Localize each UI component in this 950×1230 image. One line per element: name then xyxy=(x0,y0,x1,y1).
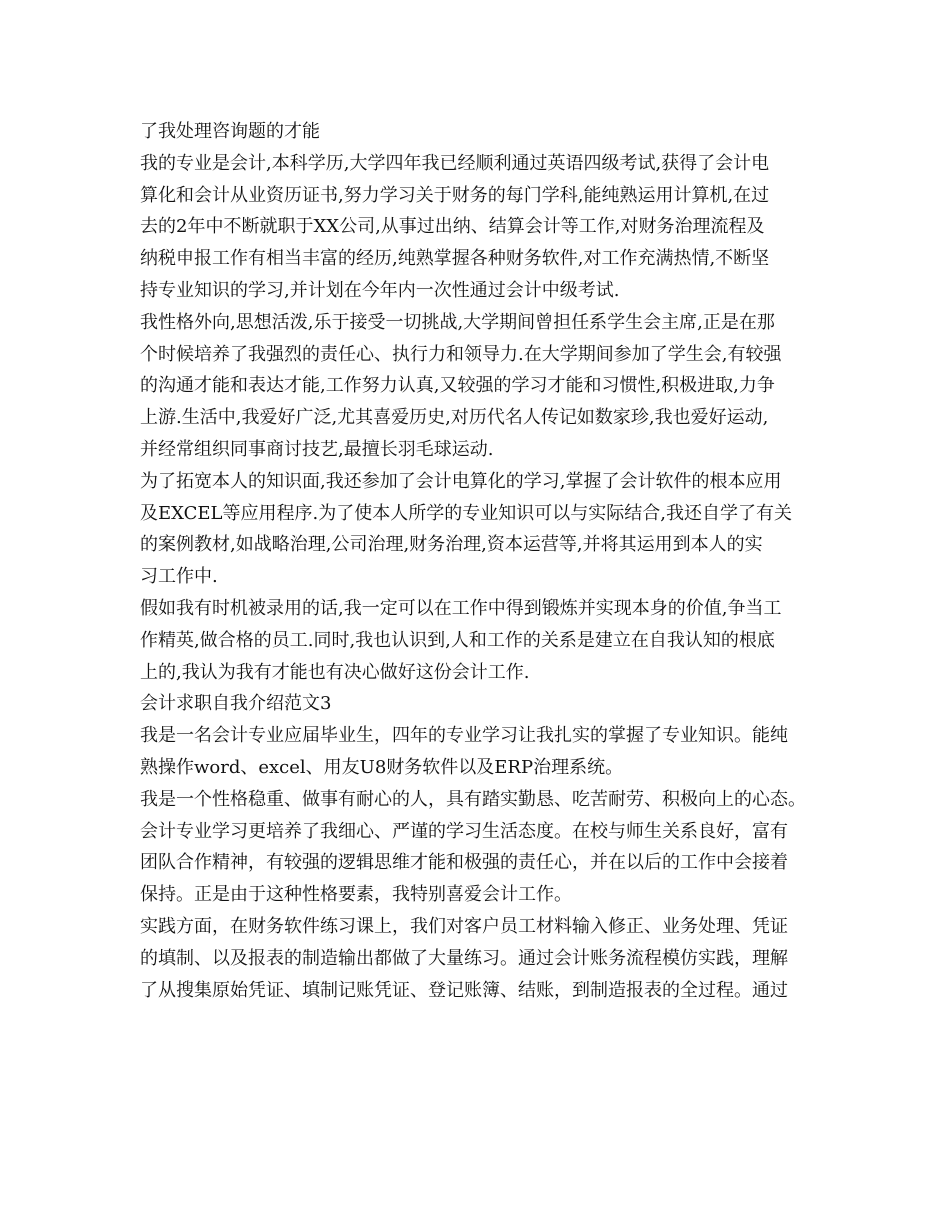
text-line: 习工作中. xyxy=(140,566,218,588)
text-line: 及EXCEL等应用程序.为了使本人所学的专业知识可以与实际结合,我还自学了有关 xyxy=(140,502,792,524)
text-line: 个时候培养了我强烈的责任心、执行力和领导力.在大学期间参加了学生会,有较强 xyxy=(140,343,782,365)
text-line: 了从搜集原始凭证、填制记账凭证、登记账簿、结账，到制造报表的全过程。通过 xyxy=(140,979,788,1001)
text-line: 保持。正是由于这种性格要素，我特别喜爱会计工作。 xyxy=(140,884,572,906)
text-line: 会计专业学习更培养了我细心、严谨的学习生活态度。在校与师生关系良好，富有 xyxy=(140,820,788,842)
text-line: 假如我有时机被录用的话,我一定可以在工作中得到锻炼并实现本身的价值,争当工 xyxy=(140,597,782,619)
section-heading: 会计求职自我介绍范文3 xyxy=(140,693,332,715)
text-line: 的填制、以及报表的制造输出都做了大量练习。通过会计账务流程模仿实践，理解 xyxy=(140,947,788,969)
text-line: 持专业知识的学习,并计划在今年内一次性通过会计中级考试. xyxy=(140,279,620,301)
text-line: 纳税申报工作有相当丰富的经历,纯熟掌握各种财务软件,对工作充满热情,不断坚 xyxy=(140,248,770,270)
text-line: 我是一名会计专业应届毕业生，四年的专业学习让我扎实的掌握了专业知识。能纯 xyxy=(140,725,788,747)
text-line: 我是一个性格稳重、做事有耐心的人，具有踏实勤恳、吃苦耐劳、积极向上的心态。 xyxy=(140,788,806,810)
text-line: 的沟通才能和表达才能,工作努力认真,又较强的学习才能和习惯性,积极进取,力争 xyxy=(140,375,775,397)
text-line: 了我处理咨询题的才能 xyxy=(140,121,320,142)
text-line: 作精英,做合格的员工.同时,我也认识到,人和工作的关系是建立在自我认知的根底 xyxy=(140,629,775,651)
text-line: 去的2年中不断就职于XX公司,从事过出纳、结算会计等工作,对财务治理流程及 xyxy=(140,216,765,238)
text-line: 的案例教材,如战略治理,公司治理,财务治理,资本运营等,并将其运用到本人的实 xyxy=(140,534,763,556)
text-line: 我的专业是会计,本科学历,大学四年我已经顺利通过英语四级考试,获得了会计电 xyxy=(140,152,770,174)
text-line: 上游.生活中,我爱好广泛,尤其喜爱历史,对历代名人传记如数家珍,我也爱好运动, xyxy=(140,407,769,429)
text-line: 我性格外向,思想活泼,乐于接受一切挑战,大学期间曾担任系学生会主席,正是在那 xyxy=(140,311,775,333)
text-line: 熟操作word、excel、用友U8财务软件以及ERP治理系统。 xyxy=(140,756,624,778)
text-line: 算化和会计从业资历证书,努力学习关于财务的每门学科,能纯熟运用计算机,在过 xyxy=(140,184,770,206)
text-line: 为了拓宽本人的知识面,我还参加了会计电算化的学习,掌握了会计软件的根本应用 xyxy=(140,470,782,492)
document-body xyxy=(140,116,830,1006)
text-line: 实践方面，在财务软件练习课上，我们对客户员工材料输入修正、业务处理、凭证 xyxy=(140,915,788,937)
text-line: 上的,我认为我有才能也有决心做好这份会计工作. xyxy=(140,661,530,683)
text-line: 并经常组织同事商讨技艺,最擅长羽毛球运动. xyxy=(140,438,494,460)
text-line: 团队合作精神，有较强的逻辑思维才能和极强的责任心，并在以后的工作中会接着 xyxy=(140,852,788,874)
